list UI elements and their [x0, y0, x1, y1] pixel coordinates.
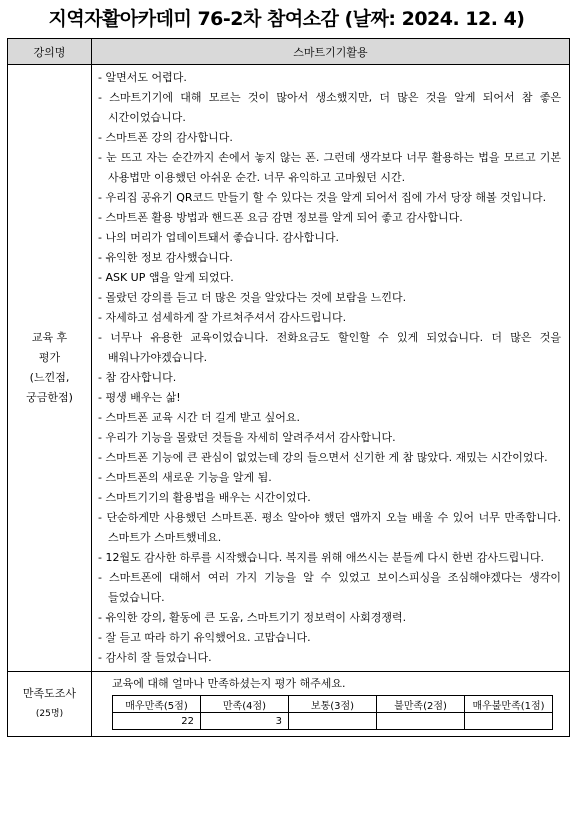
evaluation-row [8, 65, 570, 672]
feedback-text: 단순하게만 사용했던 스마트폰. 평소 알아야 했던 앱까지 오늘 배울 수 있어 너무 만족합니다. 스마트가 스마트했네요. [106, 511, 561, 544]
feedback-item: - ASK UP 앱을 알게 되었다. [98, 271, 234, 284]
satisfaction-value: 3 [201, 713, 289, 730]
feedback-text: 나의 머리가 업데이트돼서 좋습니다. 감사합니다. [105, 231, 339, 244]
feedback-text: 감사히 잘 들었습니다. [105, 651, 212, 664]
feedback-text: 유익한 강의, 활동에 큰 도움, 스마트기기 정보력이 사회경쟁력. [105, 611, 407, 624]
feedback-table [7, 38, 570, 737]
header-row [8, 39, 570, 65]
satisfaction-value [289, 713, 377, 730]
feedback-item: - 스마트폰에 대해서 여러 가지 기능을 알 수 있었고 보이스피싱을 조심해야겠다는 생각이 들었습니다. [98, 571, 562, 604]
satisfaction-column-header: 만족(4점) [201, 696, 289, 713]
evaluation-label-line: 교육 후 [31, 331, 68, 344]
feedback-item: - 감사히 잘 들었습니다. [98, 651, 212, 664]
feedback-text: 스마트폰 강의 감사합니다. [105, 131, 233, 144]
feedback-text: 스마트기기에 대해 모르는 것이 많아서 생소했지만, 더 많은 것을 알게 되어서 참 좋은 시간이었습니다. [108, 91, 561, 124]
feedback-item: - 스마트폰 강의 감사합니다. [98, 131, 233, 144]
respondent-count: (25명) [35, 709, 64, 719]
feedback-text: 평생 배우는 삶! [105, 391, 181, 404]
feedback-item: - 평생 배우는 삶! [98, 391, 181, 404]
feedback-text: 잘 듣고 따라 하기 유익했어요. 고맙습니다. [105, 631, 311, 644]
page-title: 지역자활아카데미 76-2차 참여소감 (날짜: 2024. 12. 4) [48, 8, 525, 30]
feedback-text: 자세하고 섬세하게 잘 가르쳐주셔서 감사드립니다. [105, 311, 347, 324]
satisfaction-column-header: 매우불만족(1점) [465, 696, 553, 713]
satisfaction-question: 교육에 대해 얼마나 만족하셨는지 평가 해주세요. [112, 677, 346, 690]
satisfaction-value [465, 713, 553, 730]
feedback-item: - 너무나 유용한 교육이었습니다. 전화요금도 할인할 수 있게 되었습니다. 더 많은 것을 배워나가야겠습니다. [98, 331, 561, 364]
feedback-item: - 단순하게만 사용했던 스마트폰. 평소 알아야 했던 앱까지 오늘 배울 수 있어 너무 만족합니다. 스마트가 스마트했네요. [98, 511, 561, 544]
feedback-item: - 유익한 정보 감사했습니다. [98, 251, 233, 264]
feedback-text: 스마트폰 기능에 큰 관심이 없었는데 강의 들으면서 신기한 게 참 많았다. 재밌는 시간이었다. [105, 451, 548, 464]
satisfaction-value-row [113, 713, 553, 730]
feedback-item: - 스마트기기의 활용법을 배우는 시간이었다. [98, 491, 311, 504]
course-label-header: 강의명 [8, 39, 92, 65]
feedback-text: 몰랐던 강의를 듣고 더 많은 것을 알았다는 것에 보람을 느낀다. [105, 291, 407, 304]
feedback-item: - 알면서도 어렵다. [98, 71, 187, 84]
evaluation-label-line: 평가 [38, 351, 61, 364]
feedback-item: - 12월도 감사한 하루를 시작했습니다. 복지를 위해 애쓰시는 분들께 다시 한번 감사드립니다. [98, 551, 544, 564]
feedback-text: 우리집 공유기 QR코드 만들기 할 수 있다는 것을 알게 되어서 집에 가서 당장 해볼 것입니다. [105, 191, 547, 204]
satisfaction-column-header: 매우만족(5점) [113, 696, 201, 713]
evaluation-label-line: 궁금한점) [26, 391, 73, 404]
feedback-item: - 스마트폰 교육 시간 더 길게 받고 싶어요. [98, 411, 300, 424]
feedback-item: - 눈 뜨고 자는 순간까지 손에서 놓지 않는 폰. 그런데 생각보다 너무 활용하는 법을 모르고 기본 사용법만 이용했던 아쉬운 순간. 너무 유익하고 고마웠던 시간. [98, 151, 562, 184]
evaluation-label-line: (느낀점, [29, 371, 70, 384]
evaluation-label [8, 65, 92, 672]
feedback-text: 스마트폰 교육 시간 더 길게 받고 싶어요. [105, 411, 300, 424]
feedback-item: - 스마트폰의 새로운 기능을 알게 됨. [98, 471, 272, 484]
feedback-cell [92, 65, 570, 672]
satisfaction-row [8, 672, 570, 737]
satisfaction-value: 22 [113, 713, 201, 730]
satisfaction-cell [92, 672, 570, 737]
feedback-text: 스마트폰에 대해서 여러 가지 기능을 알 수 있었고 보이스피싱을 조심해야겠다는 생각이 들었습니다. [108, 571, 562, 604]
feedback-text: 눈 뜨고 자는 순간까지 손에서 놓지 않는 폰. 그런데 생각보다 너무 활용하는 법을 모르고 기본 사용법만 이용했던 아쉬운 순간. 너무 유익하고 고마웠던 시간. [106, 151, 562, 184]
feedback-item: - 유익한 강의, 활동에 큰 도움, 스마트기기 정보력이 사회경쟁력. [98, 611, 407, 624]
feedback-item: - 우리집 공유기 QR코드 만들기 할 수 있다는 것을 알게 되어서 집에 가서 당장 해볼 것입니다. [98, 191, 547, 204]
feedback-item: - 참 감사합니다. [98, 371, 177, 384]
feedback-item: - 몰랐던 강의를 듣고 더 많은 것을 알았다는 것에 보람을 느낀다. [98, 291, 407, 304]
satisfaction-value [377, 713, 465, 730]
feedback-item: - 자세하고 섬세하게 잘 가르쳐주셔서 감사드립니다. [98, 311, 347, 324]
feedback-text: 너무나 유용한 교육이었습니다. 전화요금도 할인할 수 있게 되었습니다. 더 많은 것을 배워나가야겠습니다. [108, 331, 561, 364]
feedback-text: 12월도 감사한 하루를 시작했습니다. 복지를 위해 애쓰시는 분들께 다시 한번 감사드립니다. [105, 551, 544, 564]
satisfaction-label-cell [8, 672, 92, 737]
feedback-text: 참 감사합니다. [105, 371, 177, 384]
feedback-text: 우리가 기능을 몰랐던 것들을 자세히 알려주셔서 감사합니다. [105, 431, 396, 444]
feedback-text: 스마트기기의 활용법을 배우는 시간이었다. [105, 491, 311, 504]
feedback-item: - 스마트폰 기능에 큰 관심이 없었는데 강의 들으면서 신기한 게 참 많았다. 재밌는 시간이었다. [98, 451, 548, 464]
feedback-text: 스마트폰의 새로운 기능을 알게 됨. [105, 471, 272, 484]
satisfaction-label: 만족도조사 [22, 687, 77, 700]
feedback-item: - 잘 듣고 따라 하기 유익했어요. 고맙습니다. [98, 631, 311, 644]
feedback-text: 알면서도 어렵다. [105, 71, 187, 84]
satisfaction-header-row [113, 696, 553, 713]
feedback-list [92, 65, 569, 671]
satisfaction-column-header: 불만족(2점) [377, 696, 465, 713]
feedback-item: - 나의 머리가 업데이트돼서 좋습니다. 감사합니다. [98, 231, 339, 244]
feedback-text: ASK UP 앱을 알게 되었다. [105, 271, 234, 284]
feedback-text: 스마트폰 활용 방법과 핸드폰 요금 감면 정보를 알게 되어 좋고 감사합니다. [105, 211, 463, 224]
course-name: 스마트기기활용 [92, 39, 570, 65]
satisfaction-table [112, 695, 553, 730]
feedback-item: - 스마트기기에 대해 모르는 것이 많아서 생소했지만, 더 많은 것을 알게 되어서 참 좋은 시간이었습니다. [98, 91, 561, 124]
feedback-item: - 스마트폰 활용 방법과 핸드폰 요금 감면 정보를 알게 되어 좋고 감사합니다. [98, 211, 463, 224]
feedback-text: 유익한 정보 감사했습니다. [105, 251, 233, 264]
satisfaction-column-header: 보통(3점) [289, 696, 377, 713]
feedback-item: - 우리가 기능을 몰랐던 것들을 자세히 알려주셔서 감사합니다. [98, 431, 396, 444]
